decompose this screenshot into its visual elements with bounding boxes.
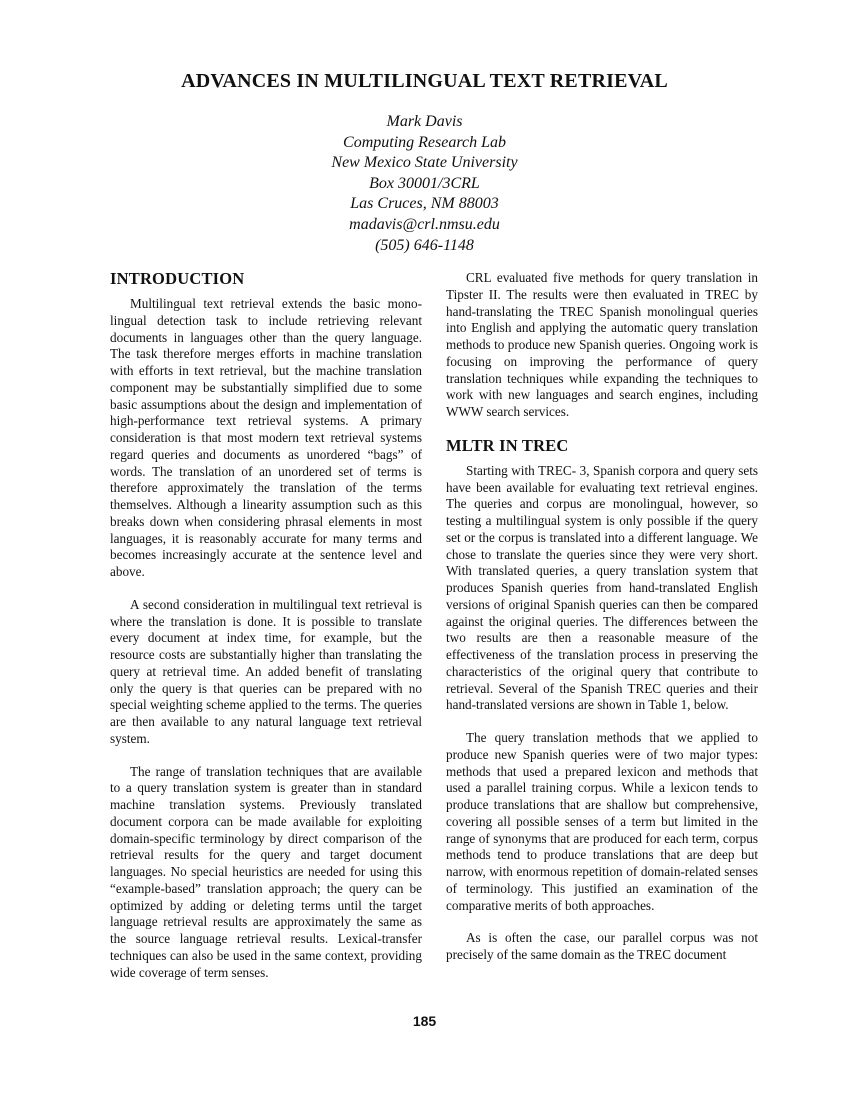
body-paragraph: The query translation methods that we applied to produce new Spanish queries were of two major types: methods that used a prepared lexicon and methods that used a parallel training corpus. While a lexicon tends to produce translations that are shallow but comprehensive, covering all possible senses of a term but limited in the range of synonyms that are produced for each term, corpus methods tend to produce translations that are deep but narrow, with enormous repetition of domain-related senses of terminology. This justified an examination of the comparative merits of both approaches. (446, 730, 758, 913)
author-university: New Mexico State University (331, 154, 518, 172)
author-block (0, 112, 849, 256)
body-paragraph: The range of translation techniques that are available to a query translation system is greater than in standard machine translation systems. Previously translated document corpora can be made available for exploiting domain-specific terminology by direct comparison of the retrieval results for the query and target document languages. No special heuristics are needed for using this “example-based” translation approach; the query can be optimized by adding or deleting terms until the target language retrieval results are approximately the same as the source language retrieval results. Lexical-transfer techniques can also be used in the same context, providing wide coverage of term senses. (110, 763, 422, 980)
body-paragraph: CRL evaluated five methods for query translation in Tipster II. The results were then evaluated in TREC by hand-translating the TREC Spanish monolingual queries into English and applying the automatic query translation methods to produce new Spanish queries. Ongoing work is focusing on improving the performance of query translation techniques while expanding the techniques to work with new languages and search engines, including WWW search services. (446, 270, 758, 419)
author-box: Box 30001/3CRL (369, 174, 480, 192)
body-paragraph: Multilingual text retrieval extends the basic mono-lingual detection task to include retrieving relevant documents in languages other than the query language. The task therefore merges efforts in machine translation with efforts in text retrieval, but the machine translation component may be substantially simplified due to some basic assumptions about the design and implementation of high-performance text retrieval systems. A primary consideration is that most modern text retrieval systems regard queries and documents as unordered “bags” of words. The translation of an unordered set of terms is therefore approximately the translation of the terms themselves. Although a linearity assumption such as this breaks down when considering phrasal elements in most languages, it is reasonably accurate for many terms and becomes increasingly accurate at the sentence level and above. (110, 296, 422, 579)
author-lab: Computing Research Lab (343, 133, 506, 151)
author-city: Las Cruces, NM 88003 (350, 195, 499, 213)
page-number: 185 (412, 1013, 437, 1029)
section-heading-introduction: INTRODUCTION (110, 269, 245, 288)
author-name: Mark Davis (386, 113, 463, 130)
right-column (446, 270, 758, 964)
author-email: madavis@crl.nmsu.edu (349, 215, 500, 233)
body-paragraph: As is often the case, our parallel corpus was not precisely of the same domain as the TREC document (446, 930, 758, 962)
body-paragraph: Starting with TREC- 3, Spanish corpora and query sets have been available for evaluating text retrieval engines. The queries and corpus are monolingual, however, so testing a multilingual system is only possible if the query set or the corpus is translated into a different language. We chose to translate the queries since they were very short. With translated queries, a query translation system that produces Spanish queries from hand-translated English versions of original Spanish queries can then be compared against the original queries. The differences between the two results are then a reasonable measure of the effectiveness of the translation process in preserving the characteristics of the original query that contribute to retrieval. Several of the Spanish TREC queries and their hand-translated versions are shown in Table 1, below. (446, 462, 758, 713)
author-phone: (505) 646-1148 (375, 236, 474, 254)
left-column (110, 270, 422, 981)
section-heading-mltr-in-trec: MLTR IN TREC (446, 435, 569, 455)
body-paragraph: A second consideration in multilingual text retrieval is where the translation is done. It is possible to translate every document at index time, for example, but the resource costs are substantially higher than translating the query at retrieval time. An added benefit of translating only the query is that queries can be prepared with no special weighting scheme applied to the terms. The queries are then available to any natural language text retrieval system. (110, 596, 422, 746)
paper-title: ADVANCES IN MULTILINGUAL TEXT RETRIEVAL (181, 70, 668, 92)
